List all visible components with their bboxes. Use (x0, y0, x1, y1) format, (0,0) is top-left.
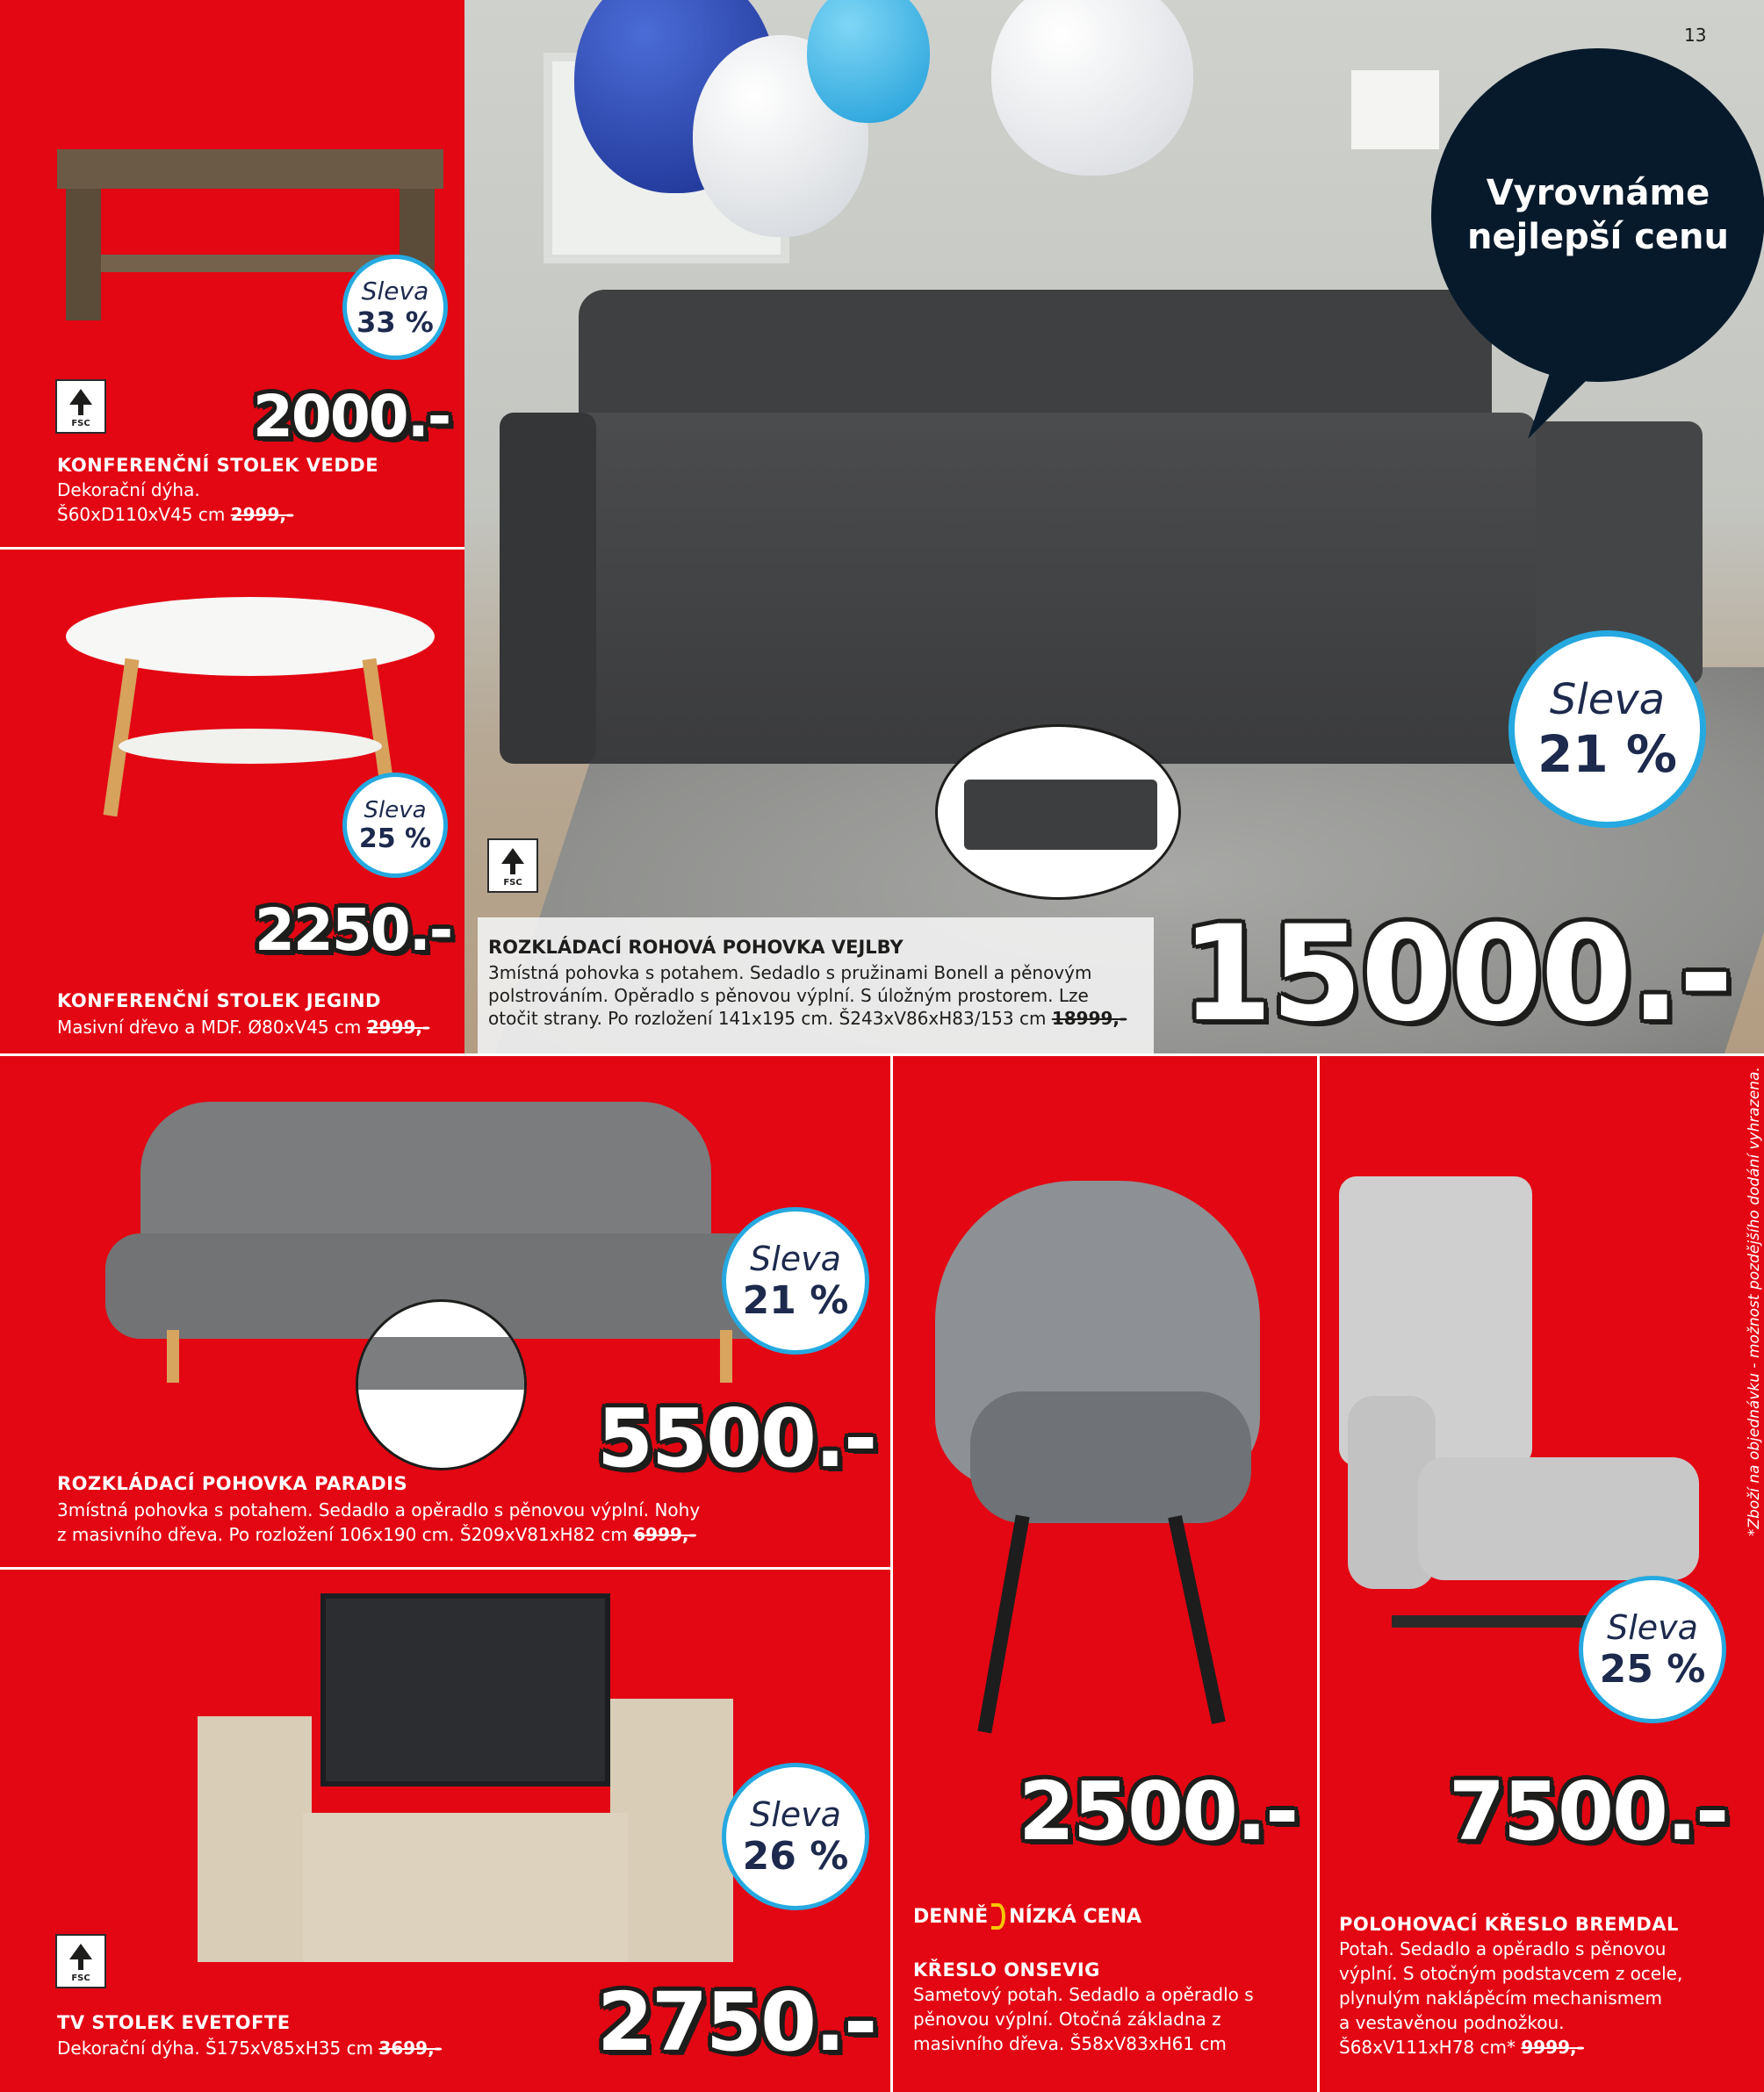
evetofte-tv-image (198, 1593, 733, 1962)
sofa-bed-illustration (356, 1337, 527, 1390)
shelf-left (198, 1716, 312, 1962)
onsevig-title: KŘESLO ONSEVIG (913, 1959, 1100, 1981)
sofa-leg (720, 1330, 732, 1383)
vedde-price: 2000.- (253, 383, 450, 450)
recliner-seat (1418, 1457, 1699, 1580)
sofa-arm (500, 413, 596, 764)
divider (0, 547, 464, 550)
badge-word: Sleva (1607, 1607, 1698, 1647)
chair-seat (970, 1391, 1251, 1523)
bremdal-discount-badge (1579, 1576, 1726, 1723)
balloon-light-blue (807, 0, 930, 123)
sofa-seat (517, 413, 1536, 764)
bubble-line1: Vyrovnáme (1486, 173, 1710, 213)
onsevig-desc-line1: Sametový potah. Sedadlo a opěradlo s (913, 1984, 1254, 2005)
tabletop (57, 149, 443, 189)
divider (1317, 1053, 1320, 2092)
tabletop (66, 597, 435, 676)
vedde-discount-badge (342, 255, 448, 360)
hero-discount-badge (1508, 630, 1706, 828)
divider (0, 1567, 890, 1570)
bremdal-desc-line2: výplní. S otočným podstavcem z ocele, (1339, 1963, 1683, 1984)
divider (0, 1053, 1764, 1056)
bubble-line2: nejlepší cenu (1466, 217, 1730, 257)
paradis-title: ROZKLÁDACÍ POHOVKA PARADIS (57, 1473, 408, 1494)
jegind-title: KONFERENČNÍ STOLEK JEGIND (57, 990, 381, 1011)
vedde-title: KONFERENČNÍ STOLEK VEDDE (57, 455, 379, 476)
table-shelf (101, 255, 400, 272)
badge-word: Sleva (361, 276, 429, 306)
chair-leg (1168, 1515, 1226, 1724)
paradis-price: 5500.- (597, 1391, 876, 1485)
fsc-logo (55, 379, 106, 434)
floor-lamp (1351, 70, 1439, 149)
vedde-desc-line1: Dekorační dýha. (57, 479, 200, 500)
paradis-desc-text: z masivního dřeva. Po rozložení 106x190 cm. Š209xV81xH82 cm (57, 1524, 628, 1545)
paradis-desc-line1: 3místná pohovka s potahem. Sedadlo a opěradlo s pěnovou výplní. Nohy (57, 1499, 701, 1520)
vedde-old-price: 2999,- (230, 504, 294, 525)
evetofte-desc-text: Dekorační dýha. Š175xV85xH35 cm (57, 2038, 374, 2059)
bremdal-old-price: 9999,- (1521, 2037, 1584, 2058)
bremdal-title: POLOHOVACÍ KŘESLO BREMDAL (1339, 1914, 1679, 1935)
bremdal-desc-line3: plynulým naklápěcím mechanismem (1339, 1988, 1663, 2009)
badge-word: Sleva (1549, 674, 1666, 724)
tree-icon (66, 1942, 96, 1972)
logo-right: NÍZKÁ CENA (1009, 1905, 1142, 1928)
hero-price: 15000.- (1181, 898, 1732, 1051)
sofa-bed-inset (935, 724, 1181, 900)
page-number: 13 (1684, 25, 1707, 46)
hero-old-price: 18999,- (1051, 1008, 1127, 1029)
bremdal-price: 7500.- (1449, 1765, 1728, 1858)
tv-bench (303, 1813, 628, 1962)
jegind-desc-text: Masivní dřevo a MDF. Ø80xV45 cm (57, 1017, 362, 1038)
chair-leg (977, 1515, 1029, 1734)
delivery-note: *Zboží na objednávku - možnost pozdějšího dodání vyhrazena. (1746, 1067, 1763, 1536)
badge-percent: 33 % (356, 305, 434, 339)
table-shelf (119, 729, 382, 764)
badge-word: Sleva (750, 1239, 841, 1278)
onsevig-desc-line3: masivního dřeva. Š58xV83xH61 cm (913, 2033, 1227, 2054)
jegind-desc (57, 1016, 429, 1039)
tv-screen (320, 1593, 610, 1786)
daily-low-price-logo (913, 1903, 1141, 1930)
paradis-desc-line2 (57, 1523, 696, 1546)
onsevig-chair-image (909, 1181, 1304, 1734)
vedde-desc-line2 (57, 503, 293, 526)
onsevig-price: 2500.- (1019, 1765, 1298, 1858)
vedde-dimensions: Š60xD110xV45 cm (57, 504, 226, 525)
onsevig-desc-line2: pěnovou výplní. Otočná základna z (913, 2009, 1221, 2030)
evetofte-title: TV STOLEK EVETOFTE (57, 2012, 291, 2033)
tree-icon (498, 846, 528, 876)
divider (890, 1053, 893, 2092)
fsc-logo (55, 1934, 106, 1988)
logo-left: DENNĚ (913, 1905, 989, 1928)
paradis-old-price: 6999,- (633, 1524, 696, 1545)
badge-percent: 25 % (358, 823, 432, 854)
hero-title: ROZKLÁDACÍ ROHOVÁ POHOVKA VEJLBY (488, 937, 904, 958)
jegind-price: 2250.- (255, 896, 452, 964)
bubble-tail (1528, 334, 1633, 439)
hero-desc (488, 961, 1143, 1030)
jegind-discount-badge (342, 773, 448, 878)
sofa-bed-illustration (964, 780, 1157, 850)
evetofte-old-price: 3699,- (378, 2038, 442, 2059)
table-leg (66, 189, 101, 320)
evetofte-price: 2750.- (597, 1975, 876, 2069)
paradis-discount-badge (722, 1207, 869, 1355)
tree-icon (66, 387, 96, 417)
badge-percent: 21 % (1537, 723, 1678, 784)
badge-word: Sleva (364, 796, 427, 823)
badge-percent: 26 % (742, 1833, 849, 1879)
fsc-logo (487, 838, 538, 893)
best-price-bubble (1431, 48, 1764, 382)
fsc-text: FSC (71, 419, 90, 428)
shelf-right (610, 1699, 733, 1962)
badge-percent: 21 % (742, 1277, 849, 1323)
hero-desc-text: 3místná pohovka s potahem. Sedadlo s pružinami Bonell a pěnovým polstrováním. Opěradlo s pěnovou výplní. S úložným prostorem. Lze otočit strany. Po rozložení 141x195 cm. Š243xV86xH83/153 cm (488, 962, 1092, 1029)
fsc-text: FSC (503, 878, 522, 888)
logo-swoosh (991, 1903, 1005, 1930)
bremdal-desc-line5 (1339, 2036, 1584, 2059)
hero-product-info (478, 917, 1154, 1053)
bremdal-dimensions: Š68xV111xH78 cm* (1339, 2037, 1516, 2058)
jegind-old-price: 2999,- (366, 1017, 430, 1038)
bremdal-desc-line1: Potah. Sedadlo a opěradlo s pěnovou (1339, 1938, 1667, 1959)
paradis-bed-inset (356, 1299, 527, 1470)
evetofte-discount-badge (722, 1763, 869, 1910)
bremdal-desc-line4: a vestavěnou podnožkou. (1339, 2012, 1565, 2033)
sofa-leg (167, 1330, 179, 1383)
badge-percent: 25 % (1599, 1646, 1706, 1692)
evetofte-desc (57, 2037, 442, 2060)
balloon-white (991, 0, 1193, 176)
fsc-text: FSC (71, 1973, 90, 1983)
badge-word: Sleva (750, 1794, 841, 1834)
